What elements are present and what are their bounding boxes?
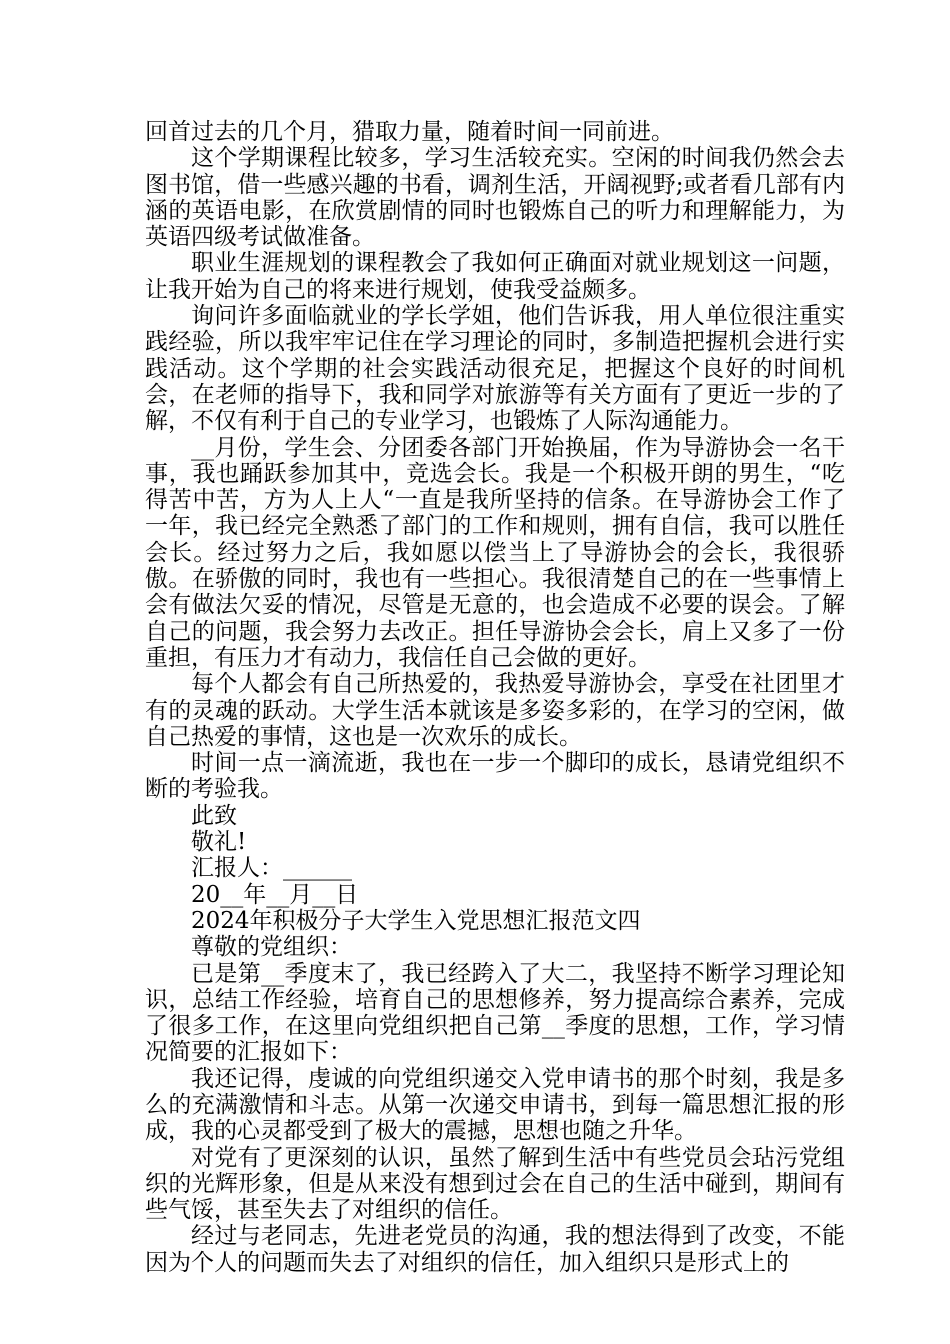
section-title: 2024年积极分子大学生入党思想汇报范文四 — [191, 907, 641, 934]
paragraph-3: 职业生涯规划的课程教会了我如何正确面对就业规划这一问题，让我开始为自己的将来进行规划，使我受益颇多。 — [145, 250, 845, 303]
paragraph-7: 时间一点一滴流逝，我也在一步一个脚印的成长，恳请党组织不断的考验我。 — [145, 750, 845, 803]
paragraph-10: 对党有了更深刻的认识，虽然了解到生活中有些党员会玷污党组织的光辉形象，但是从来没有想到过会在自己的生活中碰到，期间有些气馁，甚至失去了对组织的信任。 — [145, 1144, 845, 1224]
paragraph-8: 已是第__季度末了，我已经跨入了大二，我坚持不断学习理论知识，总结工作经验，培育自己的思想修养，努力提高综合素养，完成了很多工作，在这里向党组织把自己第__季度的思想，工作，学习情况简要的汇报如下： — [145, 960, 845, 1066]
date-line: 20__年__月__日 — [191, 881, 359, 908]
paragraph-6: 每个人都会有自己所热爱的，我热爱导游协会，享受在社团里才有的灵魂的跃动。大学生活本就该是多姿多彩的，在学习的空闲，做自己热爱的事情，这也是一次欢乐的成长。 — [145, 671, 845, 750]
paragraph-11: 经过与老同志，先进老党员的沟通，我的想法得到了改变，不能因为个人的问题而失去了对组织的信任，加入组织只是形式上的 — [145, 1223, 845, 1276]
closing-respect: 敬礼! — [191, 829, 247, 856]
greeting: 尊敬的党组织： — [191, 934, 352, 961]
paragraph-9: 我还记得，虔诚的向党组织递交入党申请书的那个时刻，我是多么的充满激情和斗志。从第一次递交申请书，到每一篇思想汇报的形成，我的心灵都受到了极大的震撼，思想也随之升华。 — [145, 1065, 845, 1145]
closing-salutation: 此致 — [191, 802, 237, 829]
paragraph-1: 回首过去的几个月，猎取力量，随着时间一同前进。 — [145, 119, 674, 145]
document-body — [145, 119, 845, 1276]
paragraph-4: 询问许多面临就业的学长学姐，他们告诉我，用人单位很注重实践经验，所以我牢牢记住在学习理论的同时，多制造把握机会进行实践活动。这个学期的社会实践活动很充足，把握这个良好的时间机会，在老师的指导下，我和同学对旅游等有关方面有了更近一步的了解，不仅有利于自己的专业学习，也锻炼了人际沟通能力。 — [145, 303, 845, 435]
reporter-line: 汇报人：______ — [191, 855, 352, 882]
paragraph-5: __月份，学生会、分团委各部门开始换届，作为导游协会一名干事，我也踊跃参加其中，竞选会长。我是一个积极开朗的男生，“吃得苦中苦，方为人上人“一直是我所坚持的信条。在导游协会工作了一年，我已经完全熟悉了部门的工作和规则，拥有自信，我可以胜任会长。经过努力之后，我如愿以偿当上了导游协会的会长，我很骄傲。在骄傲的同时，我也有一些担心。我很清楚自己的在一些事情上会有做法欠妥的情况，尽管是无意的，也会造成不必要的误会。了解自己的问题，我会努力去改正。担任导游协会会长，肩上又多了一份重担，有压力才有动力，我信任自己会做的更好。 — [145, 434, 845, 671]
paragraph-2: 这个学期课程比较多，学习生活较充实。空闲的时间我仍然会去图书馆，借一些感兴趣的书看，调剂生活，开阔视野;或者看几部有内涵的英语电影，在欣赏剧情的同时也锻炼自己的听力和理解能力，为英语四级考试做准备。 — [145, 145, 845, 251]
